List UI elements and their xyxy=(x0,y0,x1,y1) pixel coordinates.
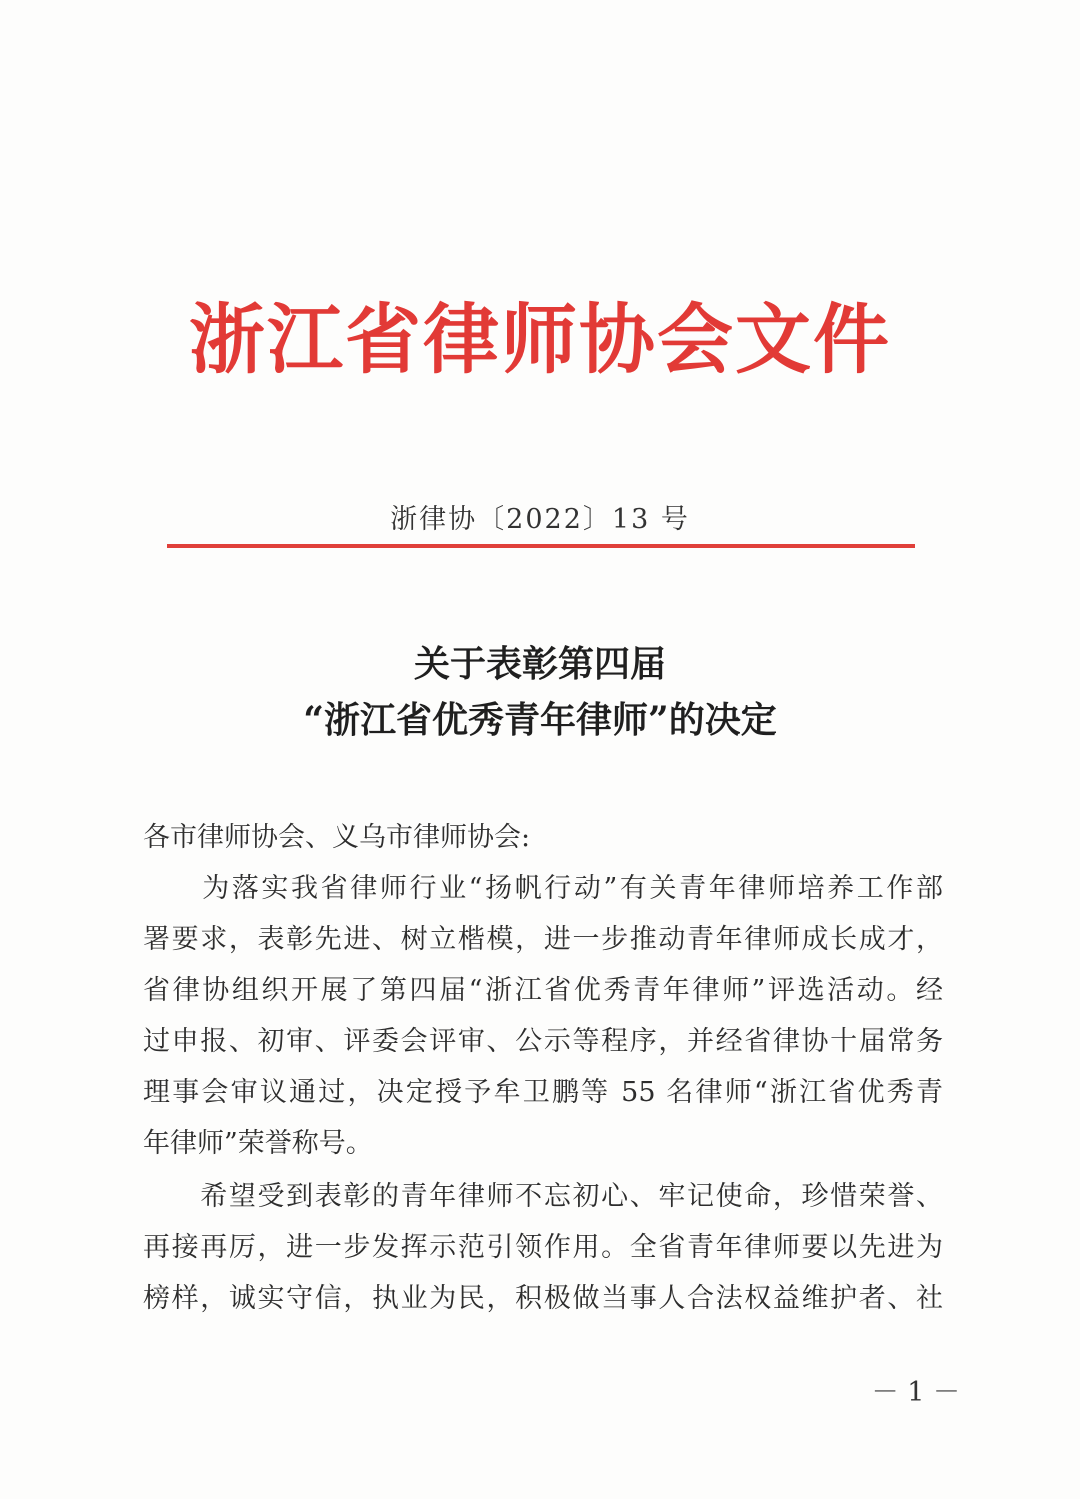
red-divider xyxy=(167,544,915,548)
paragraph-1-line: 理事会审议通过，决定授予牟卫鹏等 55 名律师“浙江省优秀青 xyxy=(143,1077,943,1108)
paragraph-1-line: 署要求，表彰先进、树立楷模，进一步推动青年律师成长成才， xyxy=(143,924,943,955)
page-number: － 1 － xyxy=(871,1377,960,1408)
paragraph-2-line: 再接再厉，进一步发挥示范引领作用。全省青年律师要以先进为 xyxy=(143,1232,943,1263)
paragraph-2-line: 榜样，诚实守信，执业为民，积极做当事人合法权益维护者、社 xyxy=(143,1283,943,1314)
document-number: 浙律协〔2022〕13 号 xyxy=(390,504,690,535)
paragraph-2-line: 希望受到表彰的青年律师不忘初心、牢记使命，珍惜荣誉、 xyxy=(143,1181,943,1212)
paragraph-1-line: 省律协组织开展了第四届“浙江省优秀青年律师”评选活动。经 xyxy=(143,975,943,1006)
document-title-line-2: “浙江省优秀青年律师”的决定 xyxy=(303,699,777,741)
paragraph-1-line: 为落实我省律师行业“扬帆行动”有关青年律师培养工作部 xyxy=(143,873,943,904)
document-title-line-1: 关于表彰第四届 xyxy=(413,643,666,685)
paragraph-1-line: 年律师”荣誉称号。 xyxy=(143,1128,373,1159)
org-title: 浙江省律师协会文件 xyxy=(189,295,891,384)
paragraph-1-line: 过申报、初审、评委会评审、公示等程序，并经省律协十届常务 xyxy=(143,1026,943,1057)
document-title xyxy=(140,636,940,748)
document-body xyxy=(143,812,943,1324)
salutation: 各市律师协会、义乌市律师协会: xyxy=(143,822,531,853)
